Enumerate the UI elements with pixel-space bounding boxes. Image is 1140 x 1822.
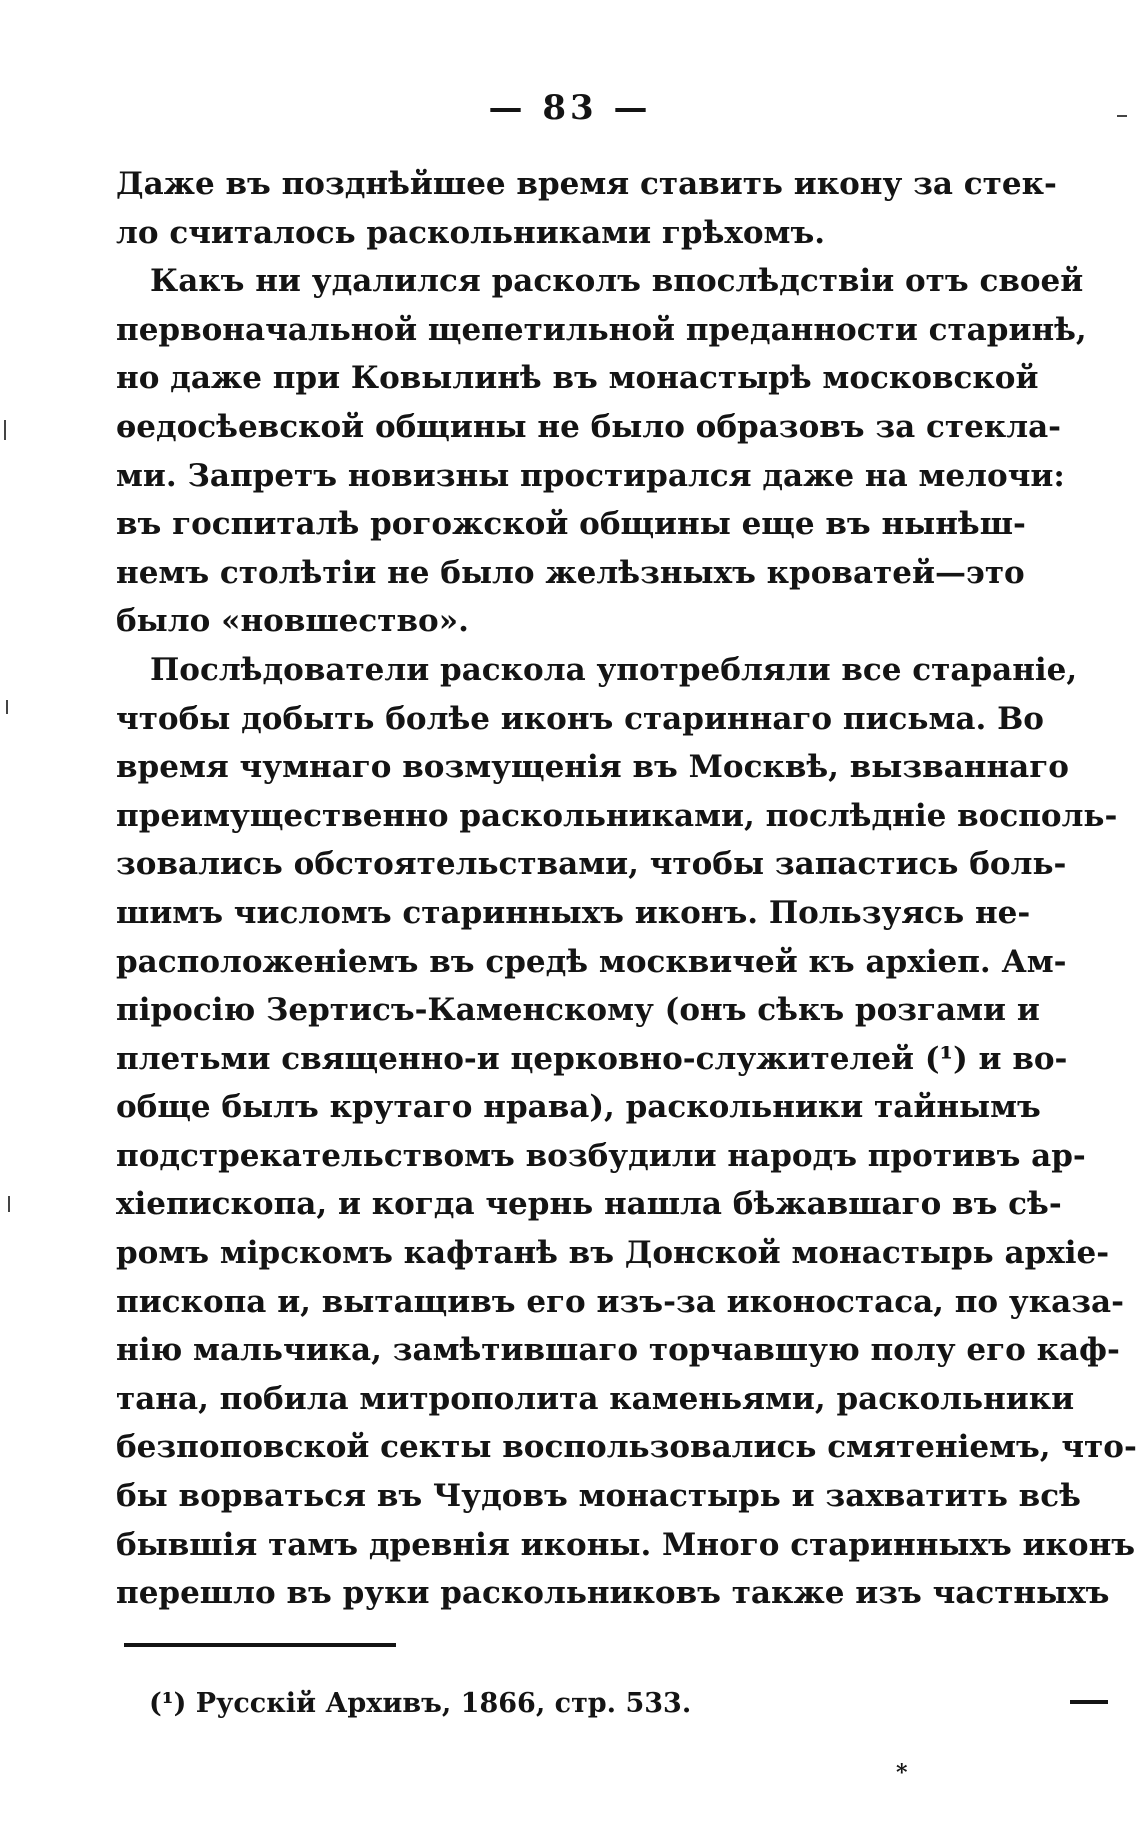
text-line: піросію Зертисъ-Каменскому (онъ сѣкъ розгами и [116,992,1040,1029]
footnote-divider [124,1643,396,1647]
star-mark: * [896,1760,908,1786]
text-line: чтобы добыть болѣе иконъ стариннаго письма. Во [116,700,1044,737]
text-line: бывшія тамъ древнія иконы. Много старинныхъ иконъ [116,1526,1136,1563]
text-line: безпоповской секты воспользовались смятеніемъ, что- [116,1429,1137,1466]
text-line: ромъ мірскомъ кафтанѣ въ Донской монастырь архіе- [116,1235,1110,1272]
text-line: бы ворваться въ Чудовъ монастырь и захватить всѣ [116,1478,1081,1515]
margin-mark [1117,115,1127,117]
text-line: хіепископа, и когда чернь нашла бѣжавшаго въ сѣ- [116,1186,1062,1223]
page-number: — 83 — [488,88,652,128]
margin-mark [6,700,8,714]
margin-mark [8,1196,10,1212]
text-line: пископа и, вытащивъ его изъ-за иконостаса, по указа- [116,1283,1124,1320]
margin-mark [4,420,6,440]
text-line: Даже въ позднѣйшее время ставить икону за стек- [116,166,1057,202]
footnote: (¹) Русскій Архивъ, 1866, стр. 533. [149,1688,692,1719]
text-line: ми. Запретъ новизны простирался даже на мелочи: [116,457,1065,494]
text-line: первоначальной щепетильной преданности старинѣ, [116,311,1087,348]
text-line: обще былъ крутаго нрава), раскольники тайнымъ [116,1089,1041,1126]
text-line: преимущественно раскольниками, послѣдніе восполь- [116,797,1118,834]
text-line: плетьми священно-и церковно-служителей (¹) и во- [116,1040,1068,1077]
body-text [116,160,1137,1618]
text-line: нію мальчика, замѣтившаго торчавшую полу его каф- [116,1332,1120,1369]
edge-dash-mark [1070,1700,1108,1704]
text-line: ло считалось раскольниками грѣхомъ. [116,214,826,251]
text-line: было «новшество». [116,603,469,640]
text-line: зовались обстоятельствами, чтобы запастись боль- [116,846,1067,883]
text-line: перешло въ руки раскольниковъ также изъ частныхъ [116,1575,1110,1612]
text-line: Послѣдователи раскола употребляли все стараніе, [150,651,1078,688]
text-line: въ госпиталѣ рогожской общины еще въ нынѣш- [116,506,1026,543]
text-line: время чумнаго возмущенія въ Москвѣ, вызваннаго [116,749,1069,786]
text-line: тана, побила митрополита каменьями, раскольники [116,1380,1075,1417]
text-line: ѳедосѣевской общины не было образовъ за стекла- [116,408,1062,445]
text-line: подстрекательствомъ возбудили народъ противъ ар- [116,1137,1086,1174]
text-line: но даже при Ковылинѣ въ монастырѣ московской [116,360,1039,397]
text-line: шимъ числомъ старинныхъ иконъ. Пользуясь не- [116,894,1031,931]
text-line: расположеніемъ въ средѣ москвичей къ архіеп. Ам- [116,943,1067,980]
text-line: Какъ ни удалился расколъ впослѣдствіи отъ своей [150,263,1084,300]
text-line: немъ столѣтіи не было желѣзныхъ кроватей—это [116,554,1025,591]
